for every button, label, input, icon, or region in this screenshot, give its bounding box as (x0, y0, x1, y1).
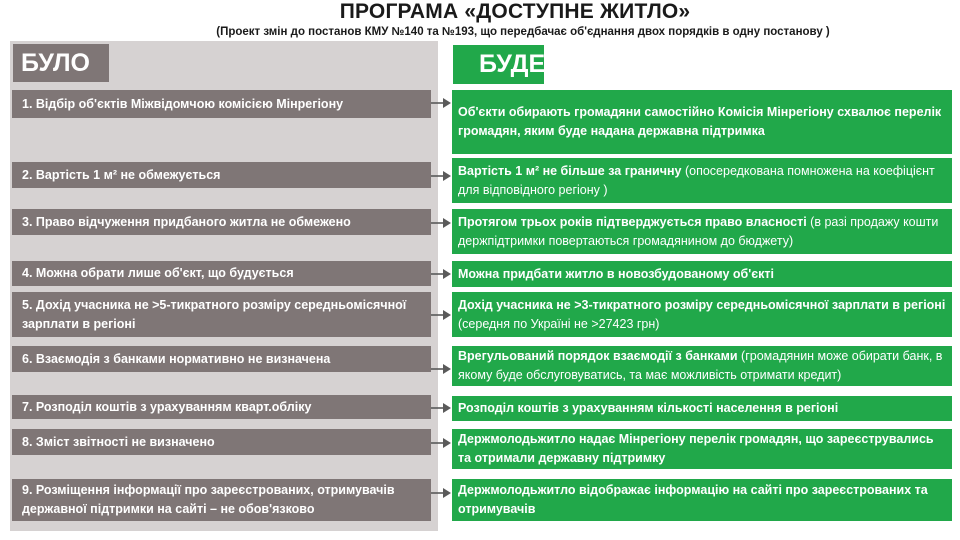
before-item-5: 5. Дохід учасника не >5-тикратного розміру середньомісячної зарплати в регіоні (12, 292, 431, 337)
arrow-right-icon (431, 402, 451, 414)
arrow-right-icon (431, 437, 451, 449)
before-item-4: 4. Можна обрати лише об'єкт, що будується (12, 261, 431, 286)
arrow-right-icon (431, 217, 451, 229)
page-title: ПРОГРАМА «ДОСТУПНЕ ЖИТЛО» (339, 0, 691, 23)
after-item-3-note: (в разі продажу кошти держпідтримки повертаються громадянином до бюджету) (458, 214, 939, 248)
after-item-5-note: (середня по Україні не >27423 грн) (458, 316, 660, 331)
after-item-2-note: (опосередкована помножена на коефіцієнт для відповідного регіону ) (458, 163, 935, 197)
arrow-right-icon (431, 170, 451, 182)
after-item-6-emphasis: Врегульований порядок взаємодії з банками (458, 349, 738, 363)
after-item-4 (452, 261, 952, 287)
arrow-right-icon (431, 268, 451, 280)
arrow-right-icon (431, 487, 451, 499)
before-item-7: 7. Розподіл коштів з урахуванням кварт.обліку (12, 395, 431, 419)
after-item-7 (452, 396, 952, 421)
before-item-9: 9. Розміщення інформації про зареєстрованих, отримувачів державної підтримки на сайті – не обов'язково (12, 479, 431, 521)
after-item-1-emphasis: Об'єкти обирають громадяни самостійно Комісія Мінрегіону схвалює перелік громадян, яким буде надана державна підтримка (458, 105, 942, 138)
header-after: БУДЕ (453, 45, 544, 84)
before-item-1: 1. Відбір об'єктів Міжвідомчою комісією Мінрегіону (12, 90, 431, 118)
before-item-6: 6. Взаємодія з банками нормативно не визначена (12, 346, 431, 372)
after-item-5 (452, 292, 952, 337)
before-item-2: 2. Вартість 1 м² не обмежується (12, 162, 431, 188)
after-item-8 (452, 429, 952, 469)
after-item-3 (452, 209, 952, 254)
arrow-right-icon (431, 97, 451, 109)
page-subtitle: (Проект змін до постанов КМУ №140 та №193, що передбачає об'єднання двох порядків в одну постанову ) (216, 26, 830, 38)
after-item-2 (452, 158, 952, 203)
after-item-2-emphasis: Вартість 1 м² не більше за граничну (458, 163, 682, 178)
after-item-8-emphasis: Держмолодьжитло надає Мінрегіону перелік громадян, що зареєструвались та отримали державну підтримку (458, 432, 934, 465)
header-before: БУЛО (13, 44, 109, 82)
arrow-right-icon (431, 363, 451, 375)
after-item-1 (452, 90, 952, 154)
after-item-3-emphasis: Протягом трьох років підтверджується право власності (458, 214, 807, 229)
after-item-5-emphasis: Дохід учасника не >3-тикратного розміру середньомісячної зарплати в регіоні (458, 297, 946, 312)
before-item-8: 8. Зміст звітності не визначено (12, 429, 431, 455)
after-item-4-emphasis: Можна придбати житло в новозбудованому об'єкті (458, 266, 774, 281)
after-item-9-emphasis: Держмолодьжитло відображає інформацію на сайті про зареєстрованих та отримувачів (458, 483, 928, 516)
after-item-7-emphasis: Розподіл коштів з урахуванням кількості населення в регіоні (458, 401, 839, 415)
arrow-right-icon (431, 309, 451, 321)
after-item-9 (452, 479, 952, 521)
before-item-3: 3. Право відчуження придбаного житла не обмежено (12, 209, 431, 235)
after-item-6 (452, 346, 952, 386)
after-item-6-note: (громадянин може обирати банк, в якому буде обслуговуватись, та має можливість отримати кредит) (458, 349, 943, 382)
